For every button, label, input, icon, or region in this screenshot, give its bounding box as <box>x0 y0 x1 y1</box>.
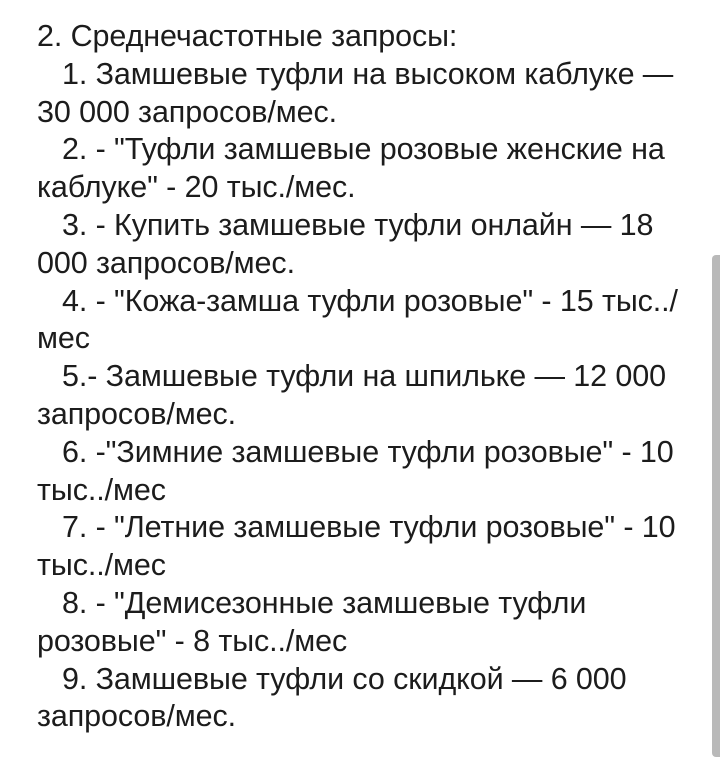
section-heading: 2. Среднечастотные запросы: <box>37 19 458 53</box>
list-item: 8. - "Демисезонные замшевые туфли розовые" - 8 тыс../мес <box>37 585 587 658</box>
list-item: 1. Замшевые туфли на высоком каблуке — 30 000 запросов/мес. <box>37 56 674 129</box>
list-item: 4. - "Кожа-замша туфли розовые" - 15 тыс../мес <box>37 283 678 356</box>
list-item: 2. - "Туфли замшевые розовые женские на каблуке" - 20 тыс./мес. <box>37 132 665 205</box>
scrollbar[interactable] <box>712 255 720 757</box>
message-text <box>37 18 697 736</box>
list-item: 3. - Купить замшевые туфли онлайн — 18 000 запросов/мес. <box>37 207 654 280</box>
list-item: 9. Замшевые туфли со скидкой — 6 000 запросов/мес. <box>37 661 627 734</box>
list-item: 5.- Замшевые туфли на шпильке — 12 000 запросов/мес. <box>37 359 666 431</box>
list-item: 7. - "Летние замшевые туфли розовые" - 10 тыс../мес <box>37 510 676 583</box>
list-item: 6. -"Зимние замшевые туфли розовые" - 10 тыс../мес <box>37 434 674 507</box>
